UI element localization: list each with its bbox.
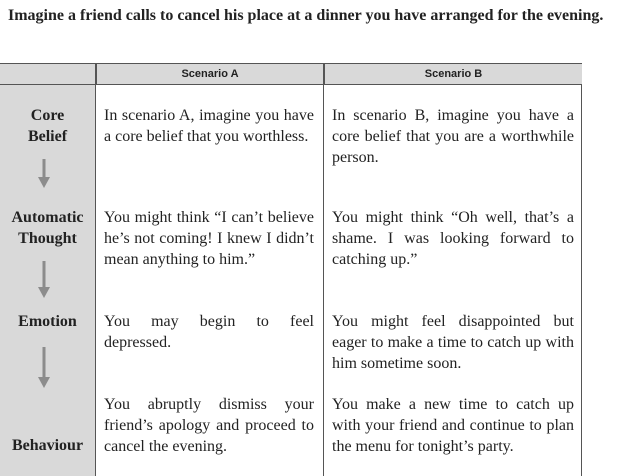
scenario-b-automatic-thought: You might think “Oh well, that’s a shame. I was looking forward to catching up.” bbox=[332, 209, 574, 268]
header-scenario-a: Scenario A bbox=[96, 64, 323, 85]
arrow-down-icon bbox=[37, 261, 51, 299]
header-scenario-b: Scenario B bbox=[324, 64, 582, 85]
scenario-b-core-belief: In scenario B, imagine you have a core belief that you are a worthwhile person. bbox=[332, 107, 574, 166]
stage-label-emotion: Emotion bbox=[18, 313, 77, 330]
scenario-a-core-belief: In scenario A, imagine you have a core belief that you worthless. bbox=[104, 107, 314, 145]
column-divider bbox=[323, 64, 324, 476]
scenario-table bbox=[0, 63, 582, 476]
arrow-down-icon bbox=[37, 347, 51, 389]
scenario-a-behaviour: You abruptly dismiss your friend’s apology and proceed to cancel the evening. bbox=[104, 396, 314, 455]
arrow-down-icon bbox=[37, 159, 51, 189]
column-divider bbox=[95, 64, 96, 476]
stage-label-automatic-thought: Automatic Thought bbox=[11, 209, 84, 247]
stage-label-core-belief: Core Belief bbox=[27, 107, 68, 145]
scenario-a-automatic-thought: You might think “I can’t believe he’s not coming! I knew I didn’t mean anything to him.” bbox=[104, 209, 314, 268]
scenario-a-emotion: You may begin to feel depressed. bbox=[104, 313, 314, 351]
header-blank-cell bbox=[0, 64, 95, 85]
scenario-b-behaviour: You make a new time to catch up with your friend and continue to plan the menu for tonight’s party. bbox=[332, 396, 574, 455]
stage-label-behaviour: Behaviour bbox=[11, 437, 84, 454]
scenario-b-emotion: You might feel disappointed but eager to make a time to catch up with him sometime soon. bbox=[332, 313, 574, 372]
page-heading: Imagine a friend calls to cancel his place at a dinner you have arranged for the evening. bbox=[8, 7, 604, 24]
